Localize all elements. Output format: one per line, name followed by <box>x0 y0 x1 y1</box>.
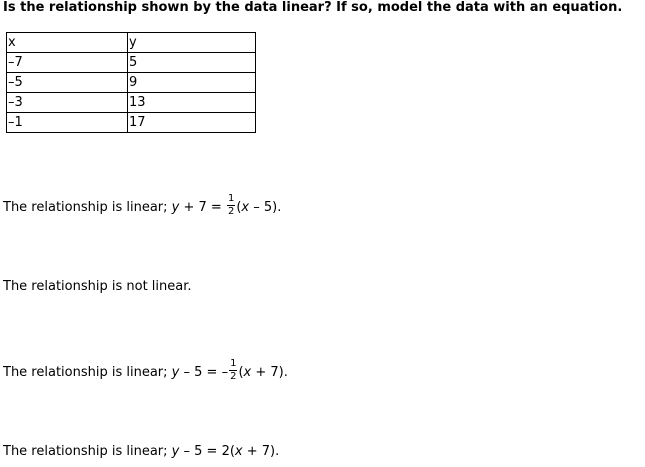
cell-y: 9 <box>128 73 256 93</box>
option-suffix: + 7). <box>242 444 280 459</box>
cell-y: 5 <box>128 53 256 73</box>
table-row <box>7 113 256 133</box>
var-y: y <box>171 200 180 215</box>
frac-denominator: 2 <box>230 371 237 382</box>
header-y: y <box>128 33 256 53</box>
frac-sign: – <box>221 365 229 380</box>
var-y: y <box>171 444 180 459</box>
data-table <box>6 32 256 133</box>
table-row <box>7 73 256 93</box>
cell-x: –7 <box>7 53 128 73</box>
option-text: The relationship is not linear. <box>3 279 192 294</box>
frac-numerator: 1 <box>230 358 237 369</box>
cell-x: –5 <box>7 73 128 93</box>
option-prefix: The relationship is linear; <box>3 200 172 215</box>
fraction <box>227 194 235 217</box>
var-y: y <box>171 365 180 380</box>
option-prefix: The relationship is linear; <box>3 365 172 380</box>
table-header-row <box>7 33 256 53</box>
option-mid: – 5 = <box>179 365 222 380</box>
paren-open: ( <box>236 200 242 215</box>
answer-option-b[interactable] <box>3 279 192 295</box>
table-row <box>7 93 256 113</box>
table-row <box>7 53 256 73</box>
frac-numerator: 1 <box>227 193 235 204</box>
frac-denominator: 2 <box>227 206 235 217</box>
var-x: x <box>241 200 250 215</box>
cell-x: –3 <box>7 93 128 113</box>
option-suffix: – 5). <box>249 200 282 215</box>
header-x: x <box>7 33 128 53</box>
answer-option-c[interactable] <box>3 358 288 384</box>
fraction <box>229 359 237 382</box>
cell-y: 17 <box>128 113 256 133</box>
option-suffix: + 7). <box>251 365 288 380</box>
option-mid: + 7 = <box>179 200 226 215</box>
option-mid: – 5 = 2( <box>179 444 235 459</box>
paren-open: ( <box>238 365 244 380</box>
cell-x: –1 <box>7 113 128 133</box>
answer-option-d[interactable] <box>3 444 279 460</box>
cell-y: 13 <box>128 93 256 113</box>
var-x: x <box>234 444 243 459</box>
question-text: Is the relationship shown by the data linear? If so, model the data with an equation. <box>3 0 623 15</box>
option-prefix: The relationship is linear; <box>3 444 172 459</box>
var-x: x <box>243 365 252 380</box>
answer-option-a[interactable] <box>3 193 282 219</box>
